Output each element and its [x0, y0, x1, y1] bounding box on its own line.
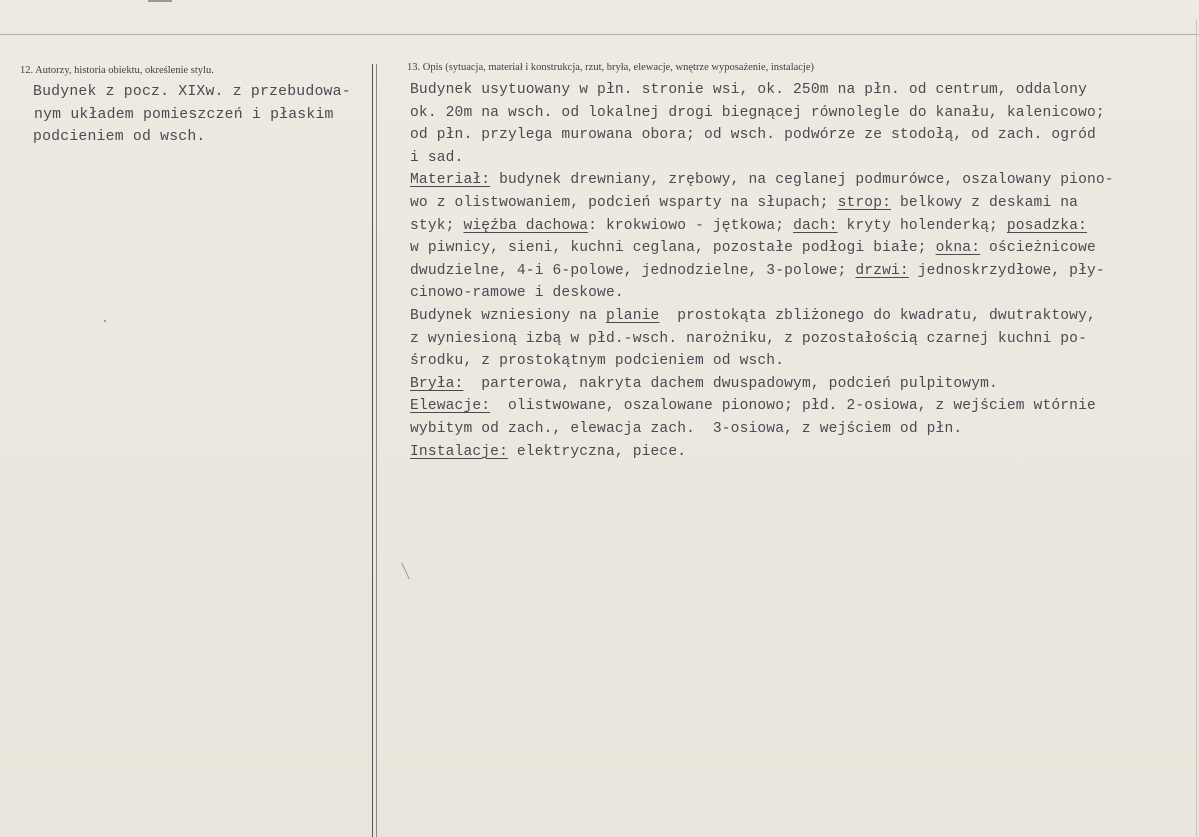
text-segment: z wyniesioną izbą w płd.-wsch. narożniku, z pozostałością czarnej kuchni po-: [410, 330, 1087, 347]
text-segment: budynek drewniany, zrębowy, na ceglanej podmurówce, oszalowany piono-: [490, 172, 1114, 189]
text-segment: dwudzielne, 4-i 6-polowe, jednodzielne, 3-polowe;: [410, 262, 856, 279]
top-mark: [148, 0, 172, 8]
text-line: [410, 102, 1195, 125]
text-line: [410, 282, 1195, 305]
underlined-heading: Bryła:: [410, 375, 464, 392]
text-segment: wybitym od zach., elewacja zach. 3-osiowa, z wejściem od płn.: [410, 420, 963, 437]
text-line: [410, 350, 1195, 373]
text-segment: parterowa, nakryta dachem dwuspadowym, podcień pulpitowym.: [463, 375, 998, 392]
text-line: [410, 215, 1195, 238]
paper-mark: [401, 563, 410, 580]
text-segment: i sad.: [410, 149, 464, 166]
text-line: [410, 418, 1195, 441]
underlined-heading: Elewacje:: [410, 398, 491, 415]
text-segment: od płn. przylega murowana obora; od wsch. podwórze ze stodołą, od zach. ogród: [410, 127, 1096, 144]
text-segment: olistwowane, oszalowane pionowo; płd. 2-osiowa, z wejściem wtórnie: [490, 398, 1096, 415]
text-segment: ok. 20m na wsch. od lokalnej drogi biegnącej równolegle do kanału, kalenicowo;: [410, 104, 1105, 121]
text-line: [410, 373, 1195, 396]
top-rule: [0, 34, 1199, 35]
text-line: [410, 124, 1195, 147]
page-edge: [1196, 20, 1197, 837]
text-segment: elektryczna, piece.: [507, 443, 687, 460]
text-line: nym układem pomieszczeń i płaskim: [34, 106, 334, 123]
text-line: [410, 305, 1195, 328]
underlined-heading: Instalacje:: [410, 443, 508, 460]
text-line: [410, 260, 1195, 283]
text-segment: jednoskrzydłowe, pły-: [908, 262, 1105, 279]
text-segment: belkowy z deskami na: [891, 194, 1079, 211]
text-segment: środku, z prostokątnym podcieniem od wsch.: [410, 353, 785, 370]
text-line: [410, 192, 1195, 215]
text-segment: styk;: [410, 217, 464, 234]
text-line: [410, 169, 1195, 192]
underlined-heading: strop:: [837, 194, 892, 211]
section-12-header: 12. Autorzy, historia obiektu, określenie stylu.: [20, 65, 214, 76]
text-segment: w piwnicy, sieni, kuchni ceglana, pozostałe podłogi białe;: [410, 240, 936, 257]
underlined-heading: Materiał:: [410, 172, 491, 189]
text-line: [410, 328, 1195, 351]
text-line: [410, 441, 1195, 464]
text-segment: cinowo-ramowe i deskowe.: [410, 285, 624, 302]
text-line: [410, 147, 1195, 170]
text-segment: kryty holenderką;: [837, 217, 1007, 234]
text-line: Budynek z pocz. XIXw. z przebudowa-: [33, 84, 351, 100]
text-line: podcieniem od wsch.: [33, 129, 206, 145]
text-segment: wo z olistwowaniem, podcień wsparty na słupach;: [410, 194, 838, 211]
section-13-text: [410, 79, 1195, 463]
underlined-heading: posadzka:: [1006, 217, 1088, 234]
text-line: [410, 237, 1195, 260]
section-12-text: [33, 81, 373, 149]
text-segment: prostokąta zbliżonego do kwadratu, dwutraktowy,: [659, 307, 1096, 324]
underlined-heading: dach:: [793, 217, 838, 234]
underlined-heading: więźba dachowa: [463, 217, 589, 234]
underlined-heading: planie: [605, 307, 660, 324]
column-divider-inner: [376, 64, 377, 837]
text-segment: Budynek usytuowany w płn. stronie wsi, ok. 250m na płn. od centrum, oddalony: [410, 82, 1087, 98]
text-segment: Budynek wzniesiony na: [410, 307, 606, 324]
paper-speck: [104, 320, 106, 322]
text-line: [410, 79, 1195, 102]
text-segment: : krokwiowo - jętkowa;: [588, 217, 794, 234]
underlined-heading: okna:: [935, 240, 981, 257]
text-line: [410, 395, 1195, 418]
underlined-heading: drzwi:: [855, 262, 909, 279]
text-segment: ościeżnicowe: [980, 240, 1096, 257]
column-divider: [372, 64, 373, 837]
section-13-header: 13. Opis (sytuacja, materiał i konstrukcja, rzut, bryła, elewacje, wnętrze wyposażenie, instalacje): [407, 62, 815, 73]
